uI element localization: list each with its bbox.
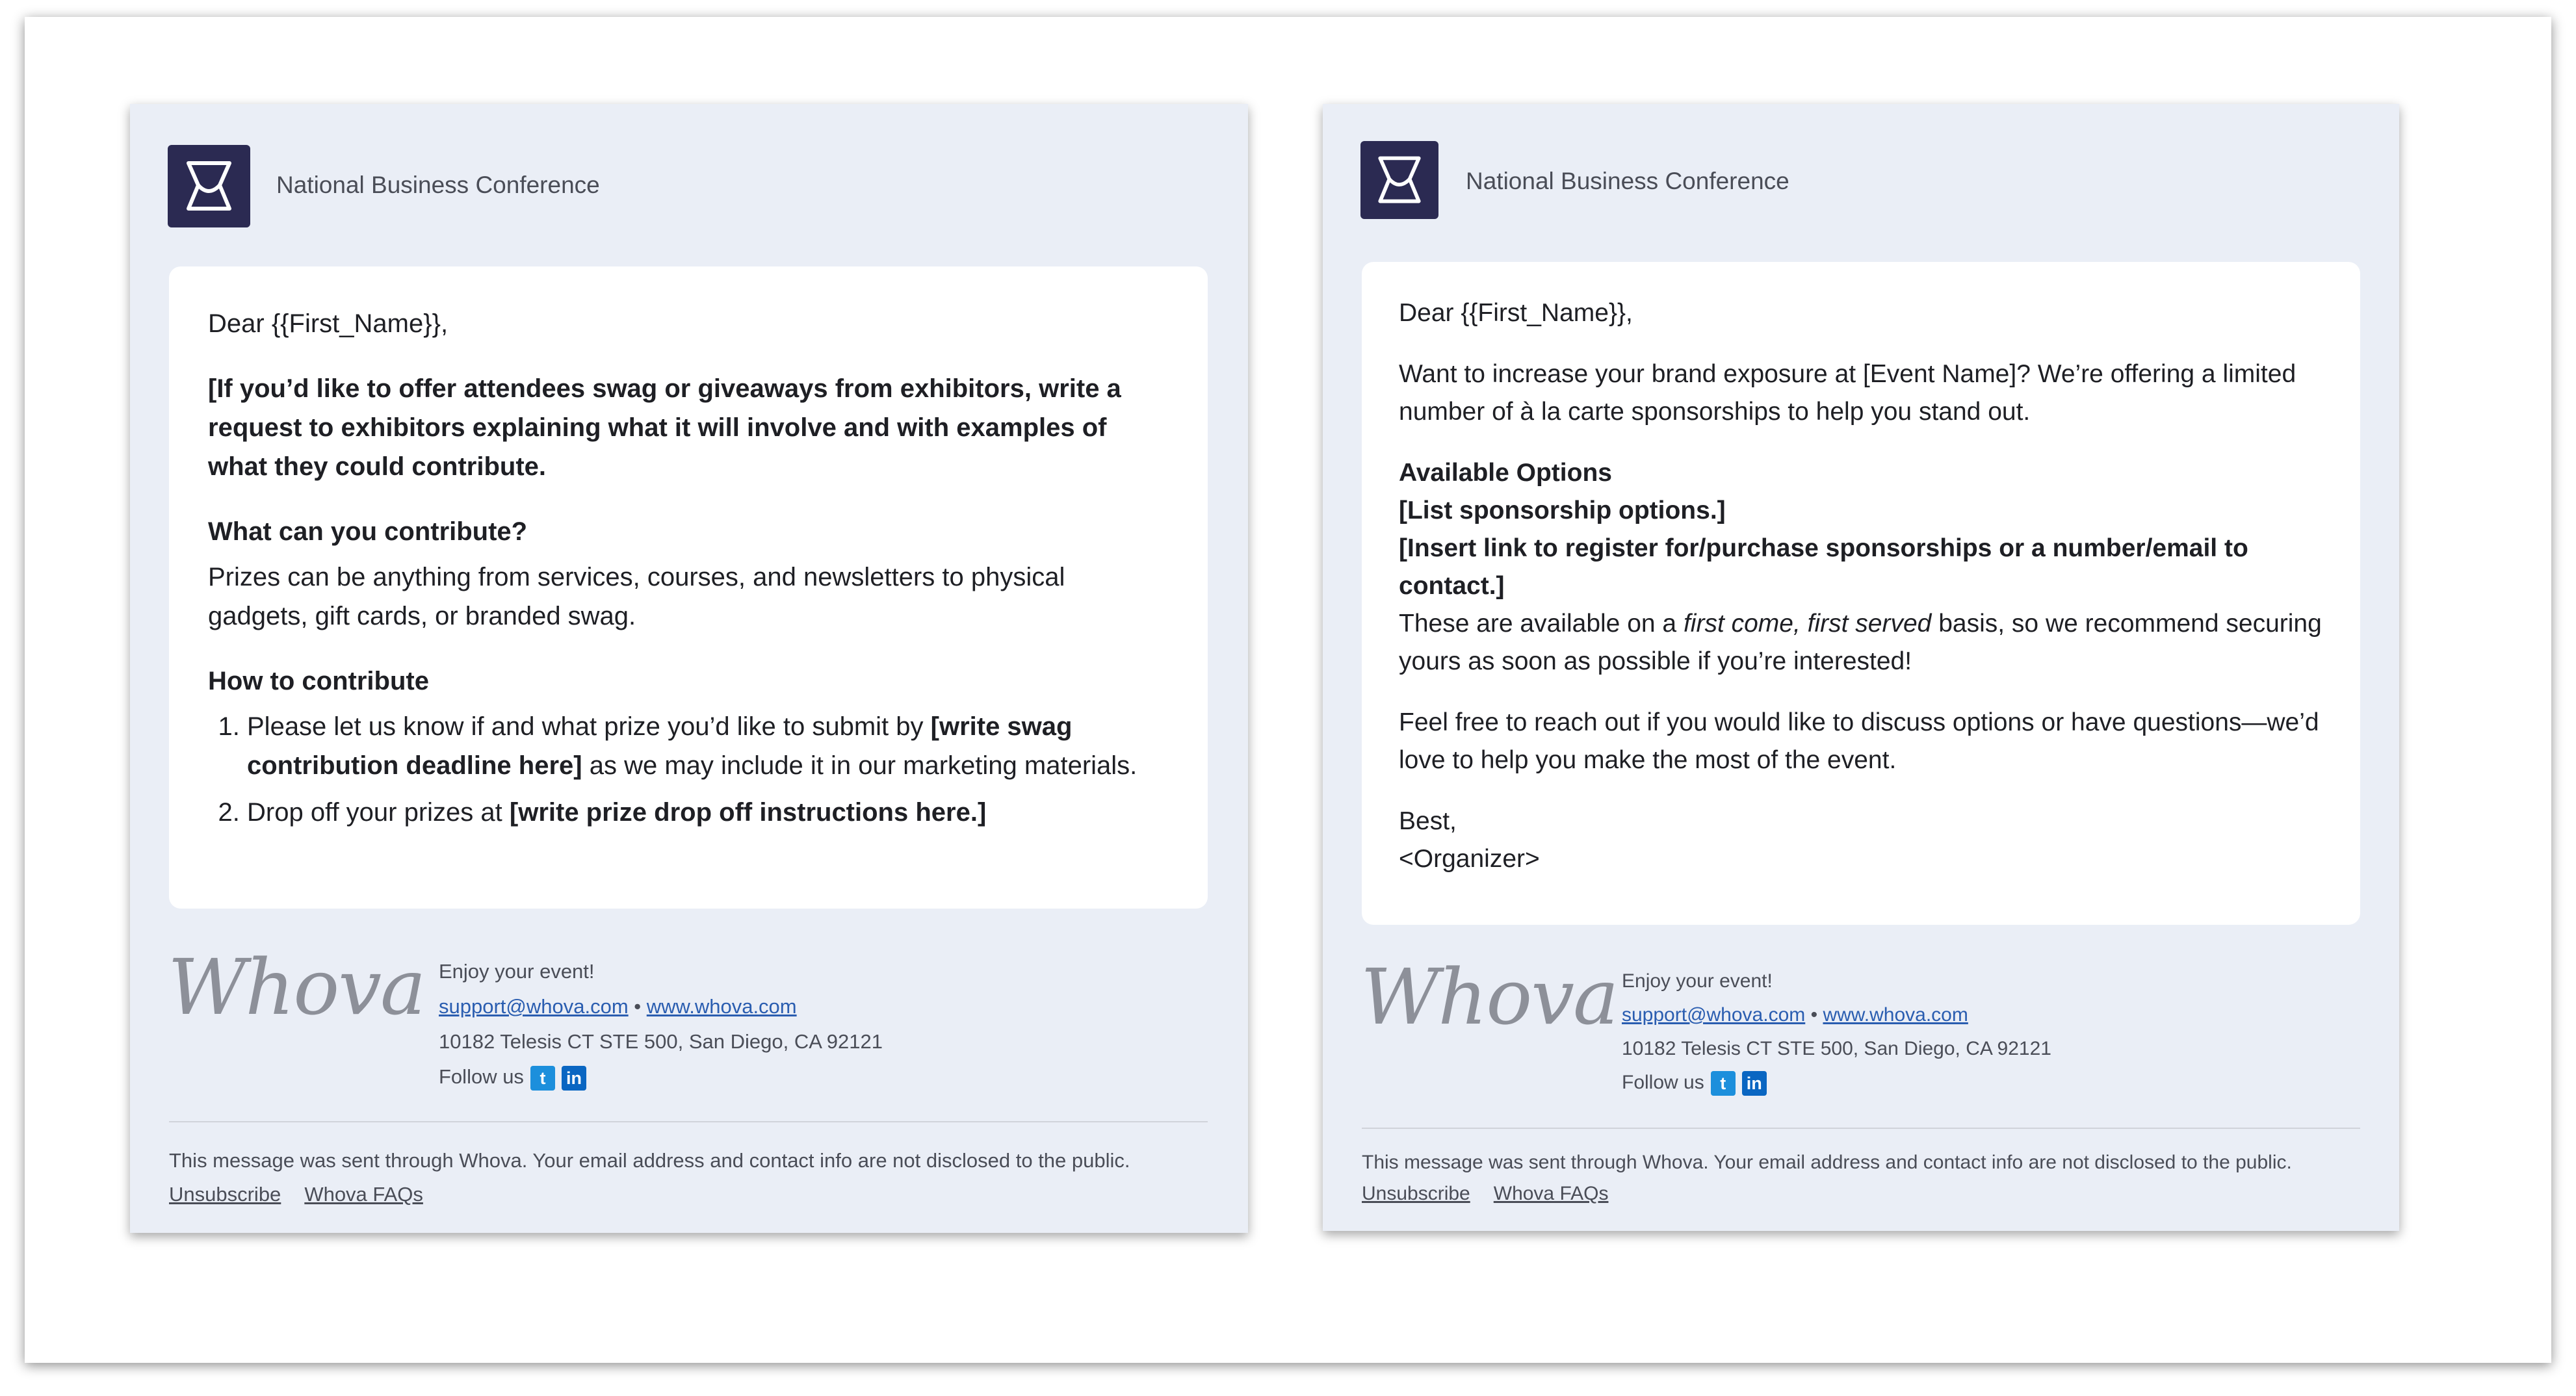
follow-row bbox=[439, 1059, 883, 1094]
legal-footer bbox=[169, 1144, 1130, 1211]
step2-instructions: [write prize drop off instructions here.] bbox=[509, 798, 987, 827]
legal-links bbox=[1362, 1178, 2292, 1209]
avail-a: These are available on a bbox=[1399, 610, 1684, 638]
organizer: <Organizer> bbox=[1399, 845, 1540, 873]
intro-instruction: [If you’d like to offer attendees swag or giveaways from exhibitors, write a request to exhibitors explaining what it will involve and with examples of what they could contribute. bbox=[208, 374, 1121, 481]
org-name: National Business Conference bbox=[1466, 168, 1789, 194]
signoff: Best, bbox=[1399, 807, 1457, 835]
separator: • bbox=[1810, 1004, 1818, 1026]
whova-logo-icon bbox=[168, 145, 250, 227]
whova-wordmark: Whova bbox=[1360, 952, 1618, 1042]
website-link[interactable]: www.whova.com bbox=[646, 995, 797, 1018]
contact-links bbox=[1622, 998, 2051, 1032]
how-heading: How to contribute bbox=[208, 667, 429, 695]
legal-links bbox=[169, 1178, 1130, 1211]
twitter-icon[interactable]: t bbox=[1711, 1071, 1736, 1096]
contribute-text: Prizes can be anything from services, courses, and newsletters to physical gadgets, gift cards, or branded swag. bbox=[208, 563, 1065, 630]
support-email-link[interactable]: support@whova.com bbox=[1622, 1004, 1806, 1026]
contact-links bbox=[439, 989, 883, 1024]
disclaimer: This message was sent through Whova. Your email address and contact info are not disclosed to the public. bbox=[169, 1149, 1130, 1172]
reach-out-text: Feel free to reach out if you would like to discuss options or have questions—we’d love to help you make the most of the event. bbox=[1399, 708, 2319, 774]
follow-label: Follow us bbox=[1622, 1072, 1704, 1093]
steps-list bbox=[208, 707, 1169, 832]
follow-row bbox=[1622, 1066, 2051, 1100]
unsubscribe-link[interactable]: Unsubscribe bbox=[169, 1183, 281, 1206]
options-list: [List sponsorship options.] bbox=[1399, 497, 1726, 524]
support-email-link[interactable]: support@whova.com bbox=[439, 995, 629, 1018]
email-card-sponsorship bbox=[1323, 104, 2399, 1231]
address: 10182 Telesis CT STE 500, San Diego, CA 92121 bbox=[1622, 1038, 2051, 1059]
step2-text: Drop off your prizes at bbox=[247, 798, 510, 827]
address: 10182 Telesis CT STE 500, San Diego, CA 92121 bbox=[439, 1030, 883, 1053]
linkedin-icon[interactable]: in bbox=[1742, 1071, 1767, 1096]
step1-text: Please let us know if and what prize you’d like to submit by bbox=[247, 712, 931, 741]
avail-emphasis: first come, first served bbox=[1683, 610, 1932, 638]
email-body bbox=[1362, 262, 2360, 925]
step1-deadline: [write swag contribution deadline here] bbox=[247, 712, 1073, 780]
legal-footer bbox=[1362, 1147, 2292, 1209]
step1-rest: as we may include it in our marketing materials. bbox=[582, 751, 1138, 780]
intro-text: Want to increase your brand exposure at [Event Name]? We’re offering a limited number of à la carte sponsorships to help you stand out. bbox=[1399, 360, 2296, 426]
options-heading: Available Options bbox=[1399, 459, 1612, 487]
footer-info bbox=[1622, 964, 2051, 1100]
follow-label: Follow us bbox=[439, 1065, 524, 1088]
footer-info bbox=[439, 954, 883, 1094]
greeting: Dear {{First_Name}}, bbox=[1399, 299, 1633, 327]
website-link[interactable]: www.whova.com bbox=[1823, 1004, 1968, 1026]
avail-c: basis, so we recommend securing yours as soon as possible if you’re interested! bbox=[1399, 610, 2322, 675]
faqs-link[interactable]: Whova FAQs bbox=[304, 1183, 423, 1206]
whova-logo-icon bbox=[1360, 141, 1438, 219]
twitter-icon[interactable]: t bbox=[530, 1066, 555, 1091]
footer-divider bbox=[169, 1121, 1208, 1122]
list-item bbox=[247, 707, 1169, 785]
faqs-link[interactable]: Whova FAQs bbox=[1493, 1183, 1609, 1204]
list-item bbox=[247, 793, 1169, 832]
disclaimer: This message was sent through Whova. Your email address and contact info are not disclosed to the public. bbox=[1362, 1152, 2292, 1173]
separator: • bbox=[634, 995, 642, 1018]
linkedin-icon[interactable]: in bbox=[562, 1066, 586, 1091]
whova-wordmark: Whova bbox=[168, 942, 425, 1032]
enjoy-text: Enjoy your event! bbox=[439, 960, 595, 983]
options-link: [Insert link to register for/purchase sponsorships or a number/email to contact.] bbox=[1399, 534, 2248, 600]
email-body bbox=[169, 266, 1208, 909]
org-name: National Business Conference bbox=[276, 172, 600, 198]
availability-text bbox=[1399, 605, 2323, 680]
contribute-heading: What can you contribute? bbox=[208, 517, 528, 546]
greeting: Dear {{First_Name}}, bbox=[208, 309, 449, 338]
enjoy-text: Enjoy your event! bbox=[1622, 970, 1773, 992]
footer-divider bbox=[1362, 1128, 2360, 1129]
unsubscribe-link[interactable]: Unsubscribe bbox=[1362, 1183, 1470, 1204]
email-card-swag bbox=[130, 104, 1248, 1233]
